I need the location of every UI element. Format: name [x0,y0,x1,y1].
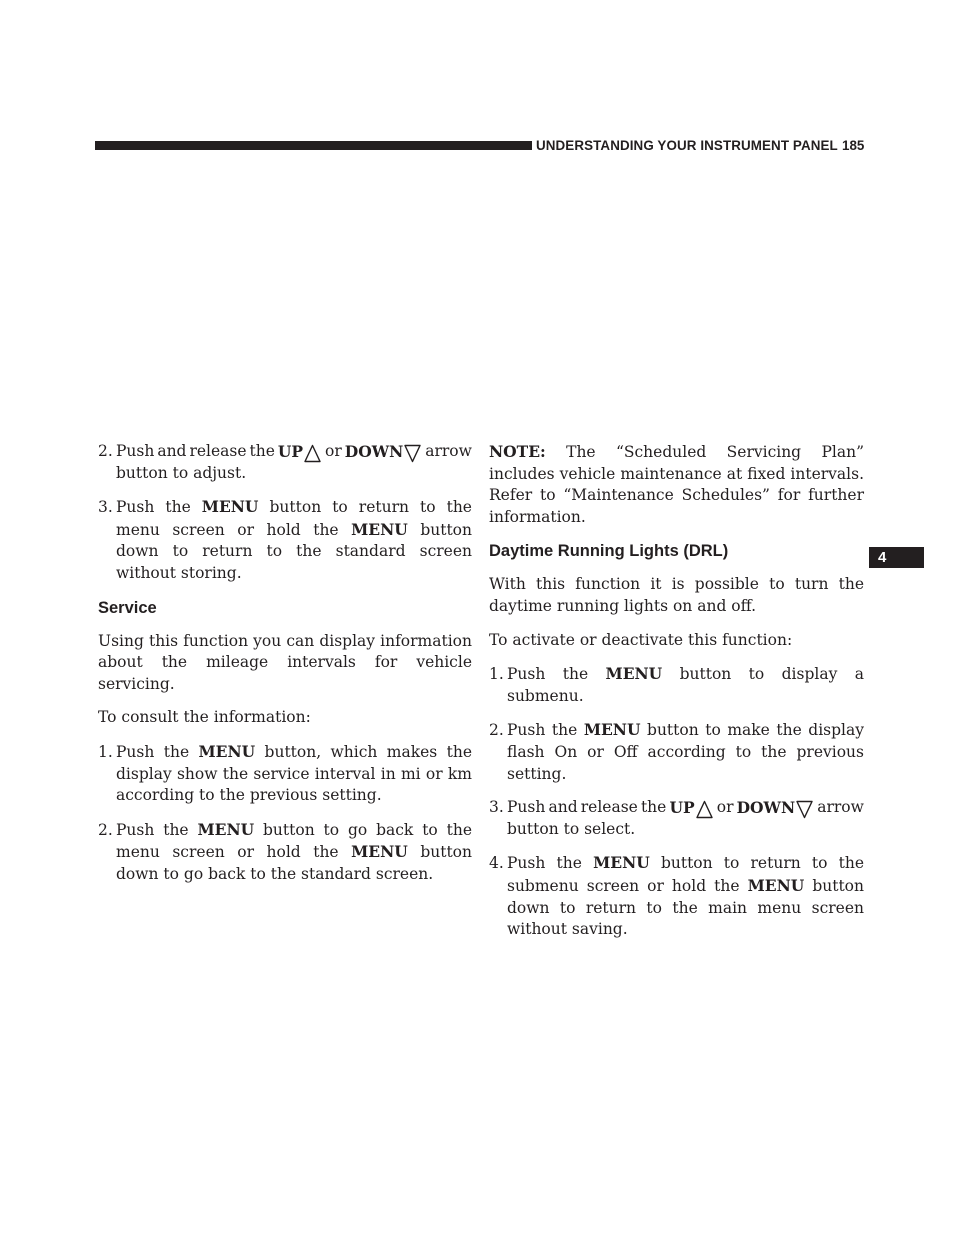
right-column [489,441,864,953]
down-triangle-icon [795,800,814,819]
chapter-tab: 4 [869,547,924,568]
header-rule [95,141,532,150]
list-item: 4. Push the MENU button to return to the submenu screen or hold the MENU button down to return to the main menu screen without saving. [489,853,864,939]
note: NOTE: The “Scheduled Servicing Plan” includes vehicle maintenance at fixed intervals. Refer to “Maintenance Schedules” for further information. [489,442,864,526]
list-item: 1. Push the MENU button, which makes the display show the service interval in mi or km according to the previous setting. [98,741,472,805]
list-item: 2. Push the MENU button to make the display flash On or Off according to the previous setting. [489,720,864,783]
list-item: 3. Push and release the UP or DOWN arrow button to select. [489,798,864,838]
up-triangle-icon [303,444,322,463]
section-heading-service: Service [98,598,157,617]
left-column [98,441,472,898]
up-triangle-icon [695,800,714,819]
paragraph: With this function it is possible to turn the daytime running lights on and off. [489,575,864,615]
list-item: 1. Push the MENU button to display a submenu. [489,664,864,705]
paragraph: Using this function you can display information about the mileage intervals for vehicle servicing. [98,631,472,693]
section-heading-drl: Daytime Running Lights (DRL) [489,542,729,561]
list-item: 2. Push the MENU button to go back to the menu screen or hold the MENU button down to go back to the standard screen. [98,819,472,883]
down-triangle-icon [403,444,422,463]
running-header-title: UNDERSTANDING YOUR INSTRUMENT PANEL [536,138,838,153]
note-label: NOTE: [489,442,546,461]
paragraph: To consult the information: [98,708,311,727]
list-item: 2. Push and release the UP or DOWN arrow button to adjust. [98,442,472,482]
page-number: 185 [842,138,865,153]
list-item: 3. Push the MENU button to return to the menu screen or hold the MENU button down to return to the standard screen without storing. [98,497,472,582]
paragraph: To activate or deactivate this function: [489,630,793,649]
